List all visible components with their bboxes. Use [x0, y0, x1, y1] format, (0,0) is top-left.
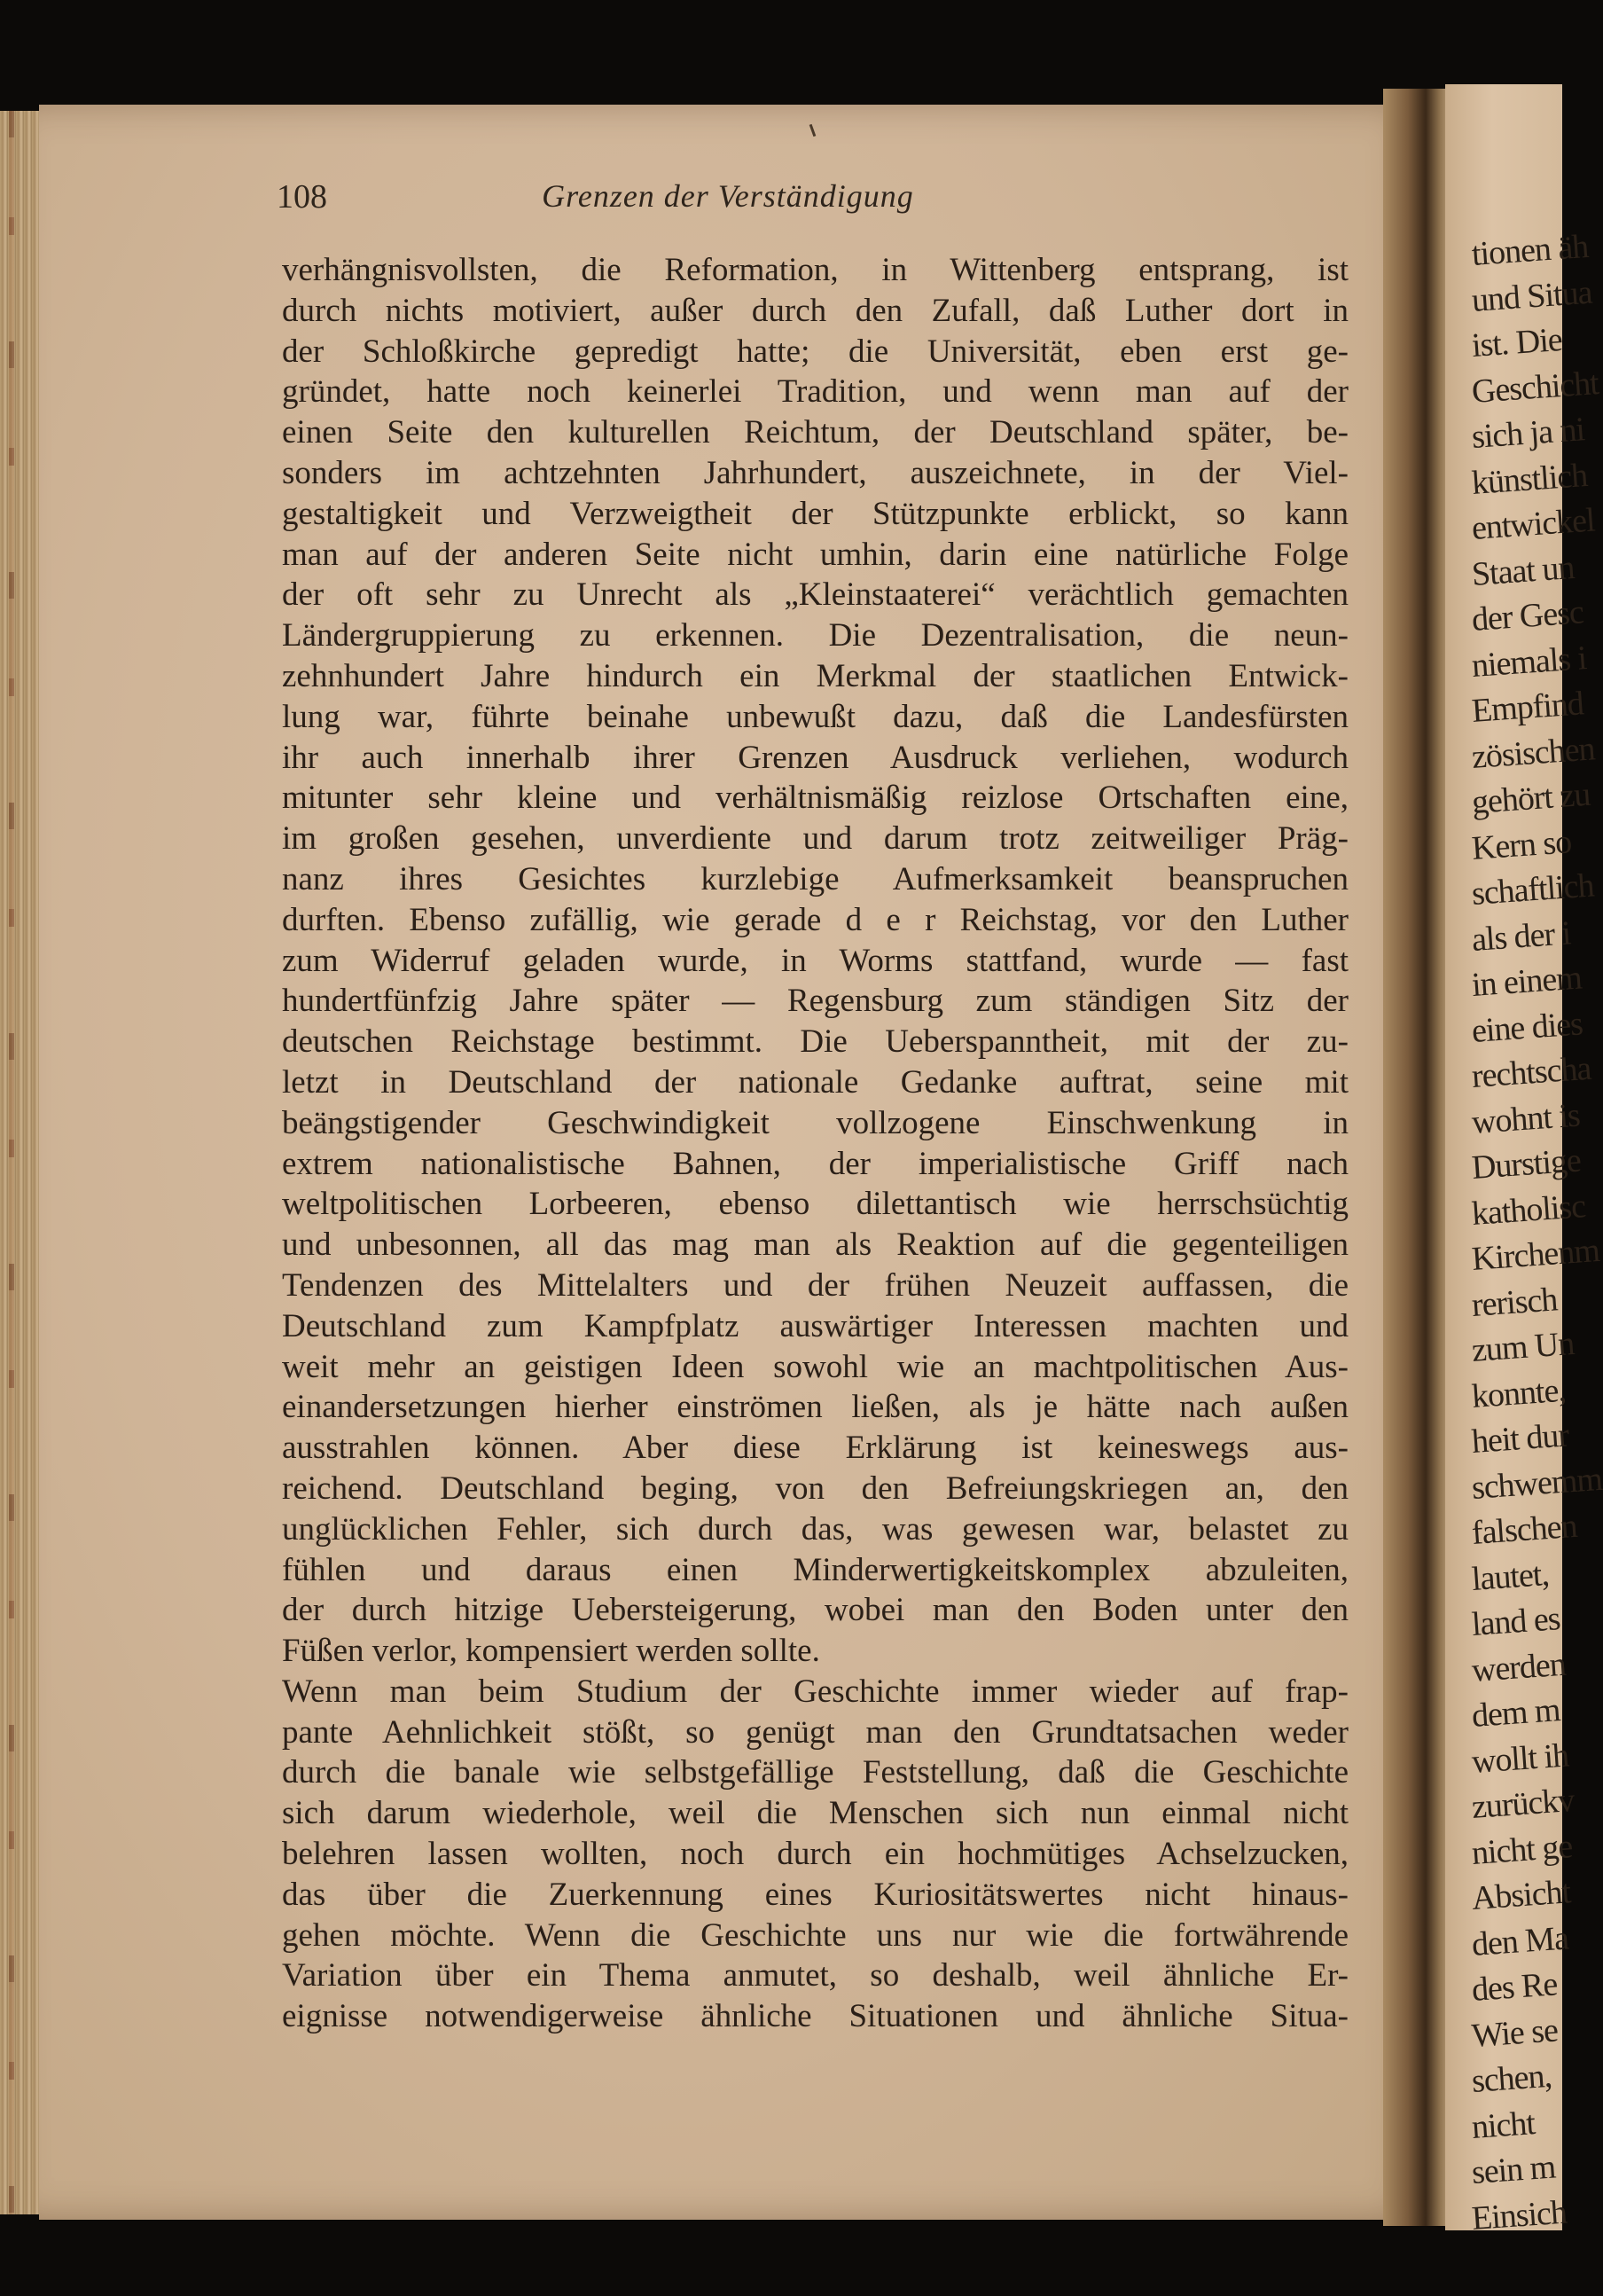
page-number: 108: [277, 178, 327, 215]
text-line: durften. Ebenso zufällig, wie gerade d e r Reichstag, vor den Luther: [282, 901, 1349, 938]
facing-page-fragment: konnte,: [1470, 1371, 1568, 1415]
facing-page-fragment: nicht ge: [1470, 1827, 1574, 1872]
text-line: beängstigender Geschwindigkeit vollzogene Einschwenkung in: [282, 1104, 1349, 1141]
facing-page-fragment: Absicht: [1470, 1873, 1572, 1917]
facing-page-fragment: falschen: [1470, 1507, 1578, 1552]
book-gutter: [1383, 89, 1454, 2226]
facing-page-fragment: rechtscha: [1470, 1049, 1592, 1095]
text-line: mitunter sehr kleine und verhältnismäßig reizlose Ortschaften eine,: [282, 780, 1349, 817]
text-line: pante Aehnlichkeit stößt, so genügt man den Grundtatsachen weder: [282, 1713, 1349, 1751]
text-line: verhängnisvollsten, die Reformation, in Wittenberg entsprang, ist: [282, 252, 1349, 288]
text-line: Tendenzen des Mittelalters und der frühen Neuzeit auffassen, die: [282, 1266, 1349, 1304]
text-line: weltpolitischen Lorbeeren, ebenso dilettantisch wie herrschsüchtig: [282, 1186, 1349, 1223]
facing-page-fragment: Kirchenm: [1470, 1232, 1601, 1278]
text-line: Deutschland zum Kampfplatz auswärtiger Interessen machten und: [282, 1307, 1349, 1344]
facing-page-fragment: eine dies: [1470, 1004, 1584, 1050]
text-line: reichend. Deutschland beging, von den Befreiungskriegen an, den: [282, 1469, 1349, 1507]
text-line: der Schloßkirche gepredigt hatte; die Universität, eben erst ge-: [282, 333, 1349, 370]
facing-page: [1445, 84, 1603, 2237]
text-line: sonders im achtzehnten Jahrhundert, auszeichnete, in der Viel-: [282, 454, 1349, 491]
text-line: weit mehr an geistigen Ideen sowohl wie an machtpolitischen Aus-: [282, 1348, 1349, 1385]
facing-page-fragment: zösischen: [1470, 729, 1596, 776]
facing-page-fragment: katholisc: [1470, 1187, 1587, 1233]
text-line: zum Widerruf geladen wurde, in Worms stattfand, wurde — fast: [282, 942, 1349, 979]
facing-page-fragment: schwemm: [1470, 1460, 1603, 1507]
facing-page-fragment: wollt ih: [1470, 1736, 1570, 1781]
text-line: ihr auch innerhalb ihrer Grenzen Ausdruck verliehen, wodurch: [282, 739, 1349, 776]
text-line: durch nichts motiviert, außer durch den Zufall, daß Luther dort in: [282, 292, 1349, 329]
text-line: und unbesonnen, all das mag man als Reaktion auf die gegenteiligen: [282, 1226, 1349, 1264]
text-line: deutschen Reichstage bestimmt. Die Ueberspanntheit, mit der zu-: [282, 1023, 1349, 1061]
facing-page-fragment: des Re: [1470, 1965, 1559, 2009]
facing-page-fragment: künstlich: [1470, 456, 1589, 502]
facing-page-fragment: dem m: [1470, 1691, 1561, 1735]
text-line: gründet, hatte noch keinerlei Tradition, und wenn man auf der: [282, 373, 1349, 411]
text-line: das über die Zuerkennung eines Kuriositätswertes nicht hinaus-: [282, 1876, 1349, 1913]
text-line: im großen gesehen, unverdiente und darum trotz zeitweiliger Präg-: [282, 820, 1349, 858]
text-line: der oft sehr zu Unrecht als „Kleinstaaterei“ verächtlich gemachten: [282, 576, 1349, 614]
facing-page-fragment: schaftlich: [1470, 866, 1595, 913]
facing-page-fragment: sein m: [1470, 2148, 1557, 2191]
facing-page-fragment: Geschicht: [1470, 364, 1600, 411]
text-line: letzt in Deutschland der nationale Gedanke auftrat, seine mit: [282, 1063, 1349, 1101]
text-line: man auf der anderen Seite nicht umhin, darin eine natürliche Folge: [282, 536, 1349, 573]
facing-page-fragment: lautet,: [1470, 1555, 1551, 1598]
facing-page-fragment: ist. Die: [1470, 320, 1563, 364]
text-line: Wenn man beim Studium der Geschichte immer wieder auf frap-: [282, 1673, 1349, 1710]
facing-page-fragment: in einem: [1470, 959, 1583, 1004]
facing-page-fragment: Staat un: [1470, 548, 1576, 593]
facing-page-fragment: rerisch: [1470, 1280, 1559, 1324]
text-line: belehren lassen wollten, noch durch ein hochmütiges Achselzucken,: [282, 1836, 1349, 1873]
facing-page-fragment: Durstige: [1470, 1141, 1583, 1187]
facing-page-fragment: den Ma: [1470, 1918, 1570, 1963]
text-line: Ländergruppierung zu erkennen. Die Dezentralisation, die neun-: [282, 617, 1349, 654]
facing-page-fragment: Kern so: [1470, 822, 1573, 867]
text-line: eignisse notwendigerweise ähnliche Situationen und ähnliche Situa-: [282, 1998, 1349, 2035]
facing-page-fragment: und Situa: [1470, 273, 1593, 319]
running-title: Grenzen der Verständigung: [542, 178, 914, 214]
facing-page-fragment: Einsich: [1470, 2193, 1568, 2237]
text-line: Füßen verlor, kompensiert werden sollte.: [282, 1633, 820, 1670]
facing-page-fragment: der Gesc: [1470, 593, 1585, 639]
facing-page-fragment: entwickel: [1470, 501, 1596, 547]
text-line: ausstrahlen können. Aber diese Erklärung ist keineswegs aus-: [282, 1430, 1349, 1467]
facing-page-fragment: niemals i: [1470, 639, 1588, 685]
text-line: zehnhundert Jahre hindurch ein Merkmal der staatlichen Entwick-: [282, 657, 1349, 694]
facing-page-fragment: werden: [1470, 1645, 1568, 1689]
facing-page-fragment: zum Un: [1470, 1325, 1576, 1369]
text-line: fühlen und daraus einen Minderwertigkeitskomplex abzuleiten,: [282, 1551, 1349, 1588]
facing-page-fragment: zurückv: [1470, 1782, 1576, 1826]
facing-page-fragment: schen,: [1470, 2057, 1553, 2100]
facing-page-fragment: nicht: [1470, 2104, 1537, 2146]
text-line: einandersetzungen hierher einströmen ließen, als je hätte nach außen: [282, 1389, 1349, 1426]
text-line: nanz ihres Gesichtes kurzlebige Aufmerksamkeit beanspruchen: [282, 860, 1349, 897]
facing-page-fragment: Empfind: [1470, 685, 1585, 730]
text-line: extrem nationalistische Bahnen, der imperialistische Griff nach: [282, 1145, 1349, 1182]
facing-page-fragment: Wie se: [1470, 2010, 1560, 2055]
text-line: durch die banale wie selbstgefällige Feststellung, daß die Geschichte: [282, 1754, 1349, 1791]
book-edge: [0, 111, 43, 2214]
text-line: einen Seite den kulturellen Reichtum, der Deutschland später, be-: [282, 414, 1349, 451]
body-text: [282, 250, 1349, 2037]
text-line: unglücklichen Fehler, sich durch das, was gewesen war, belastet zu: [282, 1510, 1349, 1548]
text-line: hundertfünfzig Jahre später — Regensburg zum ständigen Sitz der: [282, 983, 1349, 1020]
facing-page-fragment: als der i: [1470, 913, 1572, 959]
text-line: sich darum wiederhole, weil die Menschen sich nun einmal nicht: [282, 1795, 1349, 1832]
text-line: gehen möchte. Wenn die Geschichte uns nur wie die fortwährende: [282, 1916, 1349, 1954]
text-line: gestaltigkeit und Verzweigtheit der Stützpunkte erblickt, so kann: [282, 495, 1349, 532]
facing-page-fragment: tionen äh: [1470, 227, 1590, 273]
text-line: der durch hitzige Uebersteigerung, wobei man den Boden unter den: [282, 1592, 1349, 1629]
facing-page-fragment: wohnt is: [1470, 1096, 1582, 1141]
facing-page-fragment: sich ja ni: [1470, 411, 1586, 456]
facing-page-fragment: land es: [1470, 1600, 1561, 1643]
text-line: lung war, führte beinahe unbewußt dazu, daß die Landesfürsten: [282, 698, 1349, 735]
facing-page-fragment: heit dur: [1470, 1416, 1570, 1461]
facing-page-fragment: gehört zu: [1470, 775, 1591, 821]
text-line: Variation über ein Thema anmutet, so deshalb, weil ähnliche Er-: [282, 1957, 1349, 1994]
